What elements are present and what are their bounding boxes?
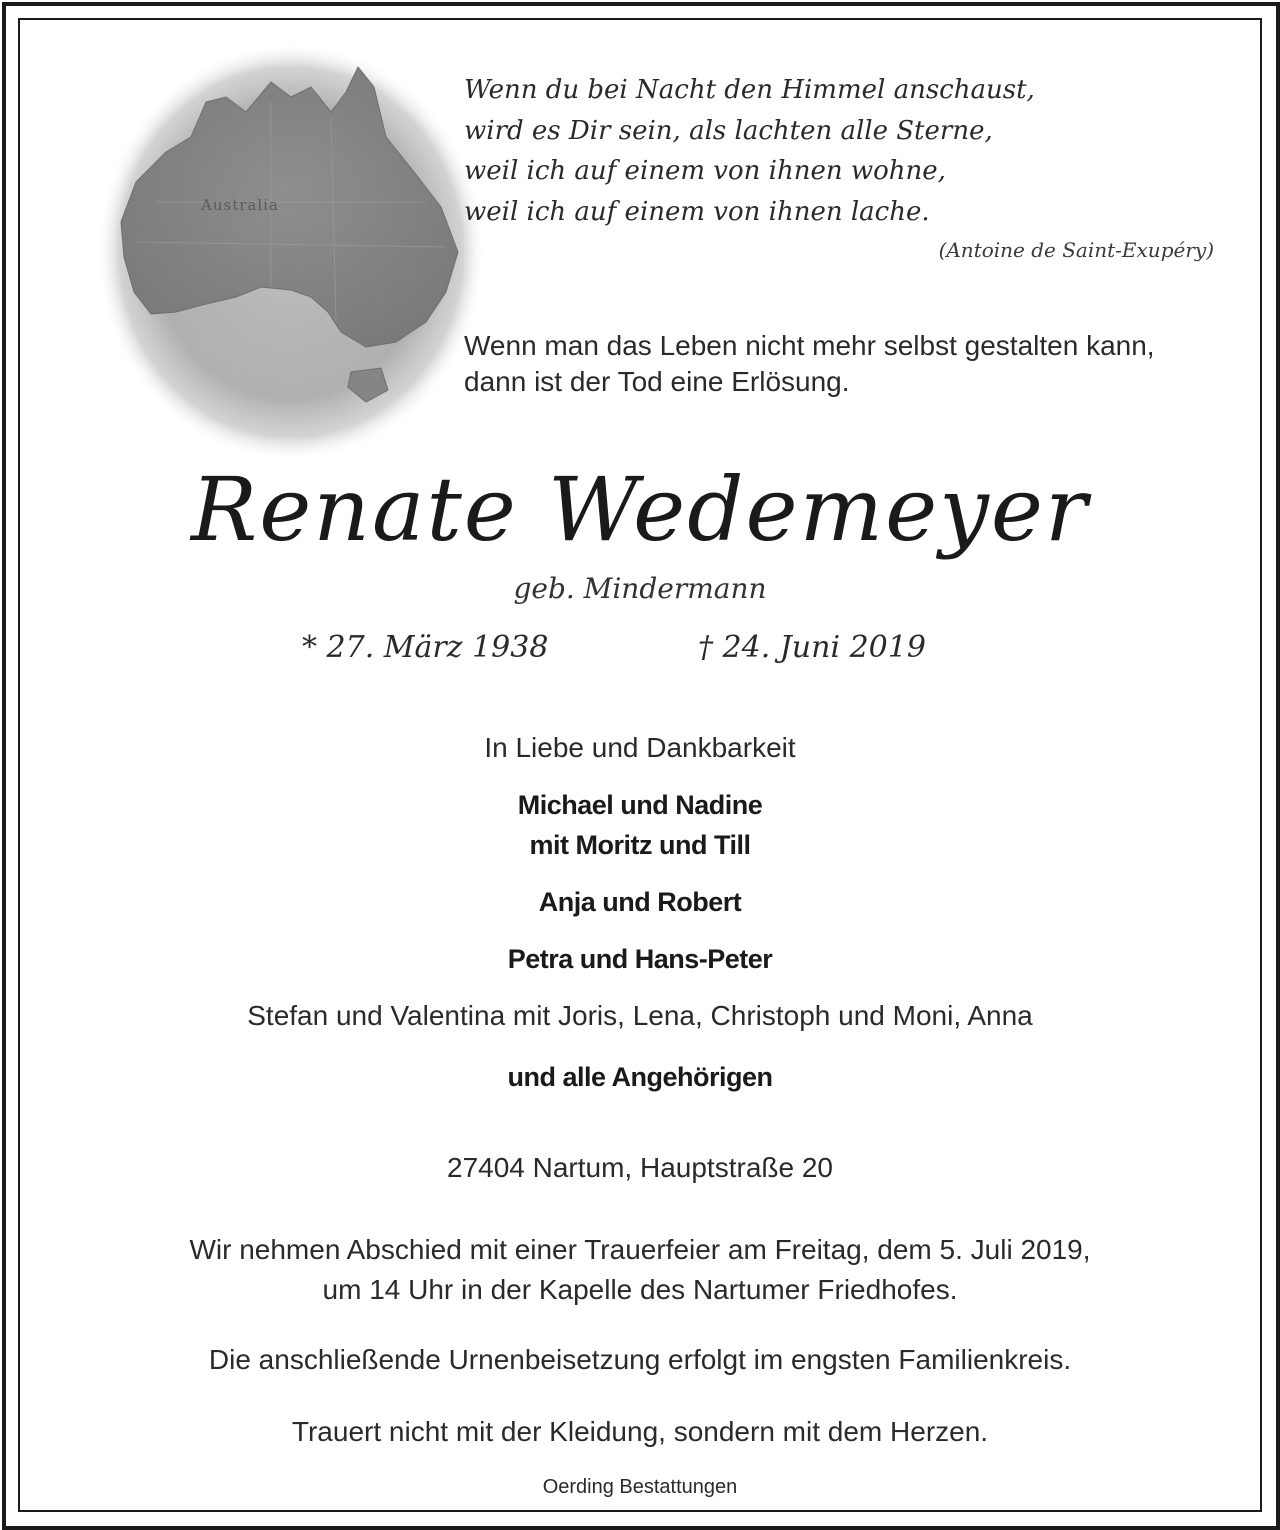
saying xyxy=(464,328,1244,400)
poem-line: Wenn du bei Nacht den Himmel anschaust, xyxy=(464,75,1035,105)
closing-line: Trauert nicht mit der Kleidung, sondern mit dem Herzen. xyxy=(291,1416,989,1447)
address: 27404 Nartum, Hauptstraße 20 xyxy=(447,1152,833,1183)
svg-text:Australia: Australia xyxy=(201,196,279,214)
poem-line: wird es Dir sein, als lachten alle Sterne, xyxy=(464,115,993,146)
saying-line: dann ist der Tod eine Erlösung. xyxy=(464,366,850,397)
mourners-intro: In Liebe und Dankbarkeit xyxy=(484,732,796,763)
poem-line: weil ich auf einem von ihnen wohne, xyxy=(464,156,946,186)
birth-date: * 27. März 1938 xyxy=(302,630,549,665)
mourner-family: mit Moritz und Till xyxy=(529,830,751,860)
mourner-family: Michael und Nadine xyxy=(517,790,763,820)
burial-note: Die anschließende Urnenbeisetzung erfolgt im engsten Familienkreis. xyxy=(208,1344,1072,1375)
death-date: † 24. Juni 2019 xyxy=(698,630,926,665)
poem-quote xyxy=(464,70,1224,232)
globe-australia-image xyxy=(96,42,486,462)
mourners-relatives: und alle Angehörigen xyxy=(507,1062,773,1092)
ceremony-line: um 14 Uhr in der Kapelle des Nartumer Friedhofes. xyxy=(322,1274,958,1305)
saying-line: Wenn man das Leben nicht mehr selbst gestalten kann, xyxy=(464,330,1155,361)
poem-author: (Antoine de Saint-Exupéry) xyxy=(938,238,1214,262)
poem-line: weil ich auf einem von ihnen lache. xyxy=(464,196,930,227)
mourner-family: Anja und Robert xyxy=(538,887,742,917)
mourner-family: Stefan und Valentina mit Joris, Lena, Christoph und Moni, Anna xyxy=(247,1000,1033,1031)
undertaker: Oerding Bestattungen xyxy=(542,1476,738,1498)
mourner-family: Petra und Hans-Peter xyxy=(507,944,773,974)
maiden-name: geb. Mindermann xyxy=(513,572,767,605)
deceased-name: Renate Wedemeyer xyxy=(190,458,1090,561)
ceremony-line: Wir nehmen Abschied mit einer Trauerfeier am Freitag, dem 5. Juli 2019, xyxy=(189,1234,1091,1265)
